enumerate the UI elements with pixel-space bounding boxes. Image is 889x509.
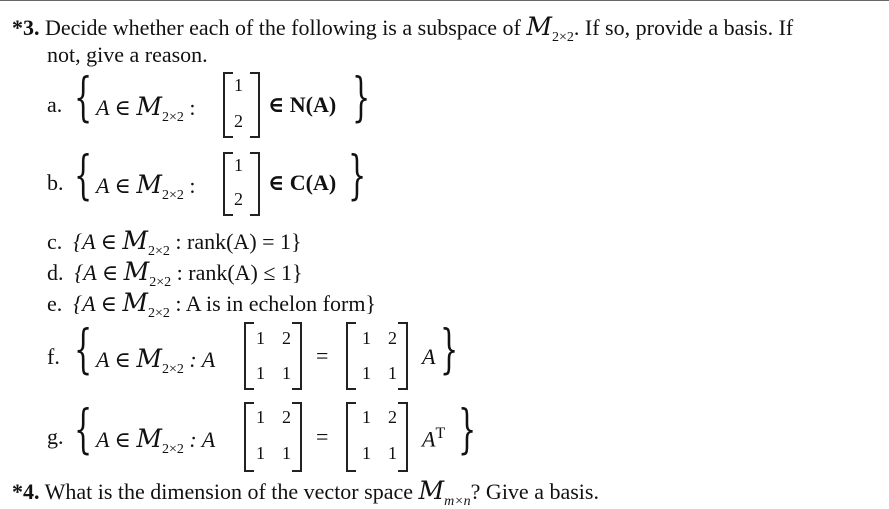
part-b-space: M [136,170,162,199]
problem-4-number: *4. [12,479,40,504]
part-d-space-sub: 2×2 [149,275,172,290]
part-f-right-brace: } [440,320,459,380]
part-d-space: M [123,257,150,286]
problem-3-text-after: . If so, provide a basis. If [573,15,794,40]
part-f-space: M [136,344,162,373]
part-a-right-brace: } [352,68,371,128]
part-g-matrix-left-r1c2: 2 [282,407,291,427]
part-b-left-brace: { [74,146,93,206]
part-a-set [96,92,196,125]
part-c-space-sub: 2×2 [148,244,170,259]
part-b-set-start: A ∈ [96,173,131,198]
part-e-text-a: {A ∈ [73,291,117,316]
part-e-space-sub: 2×2 [148,306,170,321]
part-b-label: b. [47,170,64,195]
part-g-matrix-left-r2c1: 1 [256,443,265,463]
part-g-space: M [136,424,162,453]
part-g-matrix-left-rbracket [292,402,302,472]
part-a-set-start: A ∈ [96,95,131,120]
part-f-set [96,344,216,377]
part-a-space-sub: 2×2 [161,110,184,125]
part-g-matrix-left-r1c1: 1 [256,407,265,427]
problem-3-heading [12,12,794,45]
part-c [47,226,302,259]
part-e-space: M [122,288,148,317]
part-f-tail: A [422,344,436,369]
part-d [47,257,303,290]
part-g-matrix-right-lbracket [346,402,356,472]
part-d-label: d. [47,260,64,285]
part-g-tail-group [422,426,445,450]
part-e [47,288,376,321]
problem-3-text: Decide whether each of the following is a subspace of [45,15,521,40]
part-g-label: g. [47,424,64,449]
part-f-matrix-left-lbracket [244,322,254,390]
part-c-text-a: {A ∈ [73,229,117,254]
part-b-vector-right-bracket [250,152,260,216]
problem-3-number: *3. [12,15,40,40]
part-g-matrix-left-r2c2: 1 [282,443,291,463]
part-c-text-b: : rank(A) = 1} [175,229,302,254]
part-g-matrix-right-r2c1: 1 [362,443,371,463]
part-a-colon: : [189,95,196,120]
part-a-vector-left-bracket [223,72,233,138]
problem-4-space-symbol: M [418,476,445,505]
part-f-label: f. [47,344,60,369]
part-f-set-start: A ∈ [96,347,131,372]
part-f-matrix-left-r2c2: 1 [282,363,291,383]
part-f-matrix-right-r2c1: 1 [362,363,371,383]
part-g-matrix-left-lbracket [244,402,254,472]
part-g-matrix-right-r1c2: 2 [388,407,397,427]
problem-3-line2: not, give a reason. [47,42,208,67]
part-f-colon-a: : A [189,347,216,372]
part-a-vector-right-bracket [250,72,260,138]
part-f-matrix-right-r1c2: 2 [388,328,397,348]
part-f-matrix-left-rbracket [292,322,302,390]
part-g-tail-sup: T [435,425,446,442]
part-a-label: a. [47,92,63,117]
part-d-text-b: : rank(A) ≤ 1} [176,260,303,285]
part-g-set [96,424,216,457]
problem-3-space-symbol: M [526,12,552,41]
part-g-left-brace: { [74,400,93,460]
part-a-left-brace: { [74,68,93,128]
part-f-matrix-right-rbracket [398,322,408,390]
part-c-space: M [122,226,148,255]
part-f-left-brace: { [74,320,93,380]
part-g-equals: = [316,424,329,449]
part-g-matrix-right-r2c2: 1 [388,443,397,463]
part-f-matrix-right-r1c1: 1 [362,328,371,348]
part-f-matrix-left-r1c2: 2 [282,328,291,348]
part-a-vector-entry-2: 2 [234,111,243,131]
part-b-space-sub: 2×2 [161,188,184,203]
part-g-space-sub: 2×2 [161,442,184,457]
part-a-vector-entry-1: 1 [234,75,243,95]
problem-4-space-sub: m×n [444,494,471,509]
part-d-text-a: {A ∈ [74,260,119,285]
part-g-colon-a: : A [189,427,216,452]
part-b-set [96,170,196,203]
part-b-vector-entry-1: 1 [234,155,243,175]
problem-4-text: What is the dimension of the vector space [44,479,413,504]
part-g-tail: A [422,426,436,452]
part-b-vector-entry-2: 2 [234,189,243,209]
part-f-equals: = [316,343,329,368]
problem-4-text-after: ? Give a basis. [470,479,599,504]
part-b-vector-left-bracket [223,152,233,216]
part-g-set-start: A ∈ [96,427,131,452]
problem-3-space-sub: 2×2 [552,30,574,45]
part-f-matrix-right-lbracket [346,322,356,390]
part-g-matrix-right-r1c1: 1 [362,407,371,427]
top-cut-line [0,0,889,1]
part-g-matrix-right-rbracket [398,402,408,472]
part-b-right-brace: } [348,146,367,206]
part-a-space: M [136,92,162,121]
part-e-label: e. [47,291,63,316]
part-f-matrix-right-r2c2: 1 [388,363,397,383]
part-f-matrix-left-r1c1: 1 [256,328,265,348]
part-f-matrix-left-r2c1: 1 [256,363,265,383]
part-b-colon: : [189,173,196,198]
problem-4-heading [12,476,599,509]
part-b-rhs: ∈ C(A) [268,170,337,195]
part-c-label: c. [47,229,63,254]
part-e-text-b: : A is in echelon form} [175,291,376,316]
part-f-space-sub: 2×2 [161,362,184,377]
part-g-right-brace: } [458,400,477,460]
part-a-rhs: ∈ N(A) [268,92,337,117]
